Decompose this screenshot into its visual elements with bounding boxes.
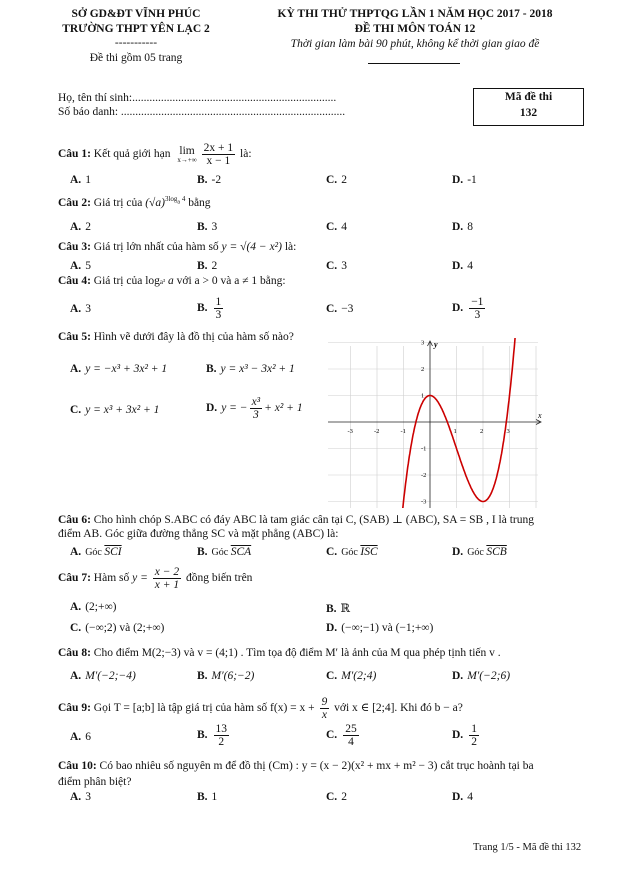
q6-option-b[interactable]: B. Góc $\overline{SCA}$ bbox=[197, 546, 252, 558]
q2-option-a[interactable]: A. 2 bbox=[70, 221, 91, 233]
q2-option-d[interactable]: D. 8 bbox=[452, 221, 473, 233]
question-1 bbox=[58, 142, 252, 167]
x-tick-label: 2 bbox=[480, 428, 484, 435]
q7-option-a[interactable]: A. (2;+∞) bbox=[70, 601, 117, 613]
exam-code-label: Mã đề thi bbox=[504, 91, 553, 103]
q9-option-c[interactable]: C. $\frac{25}{4}$ bbox=[326, 723, 357, 749]
question-10-cont: điểm phân biệt? bbox=[58, 776, 132, 788]
limit-fraction bbox=[202, 142, 236, 167]
question-label: Câu 10: bbox=[58, 760, 97, 772]
q7-option-d[interactable]: D. (−∞;−1) và (−1;+∞) bbox=[326, 622, 434, 634]
question-text: Gọi T = [a;b] là tập giá trị của hàm số f(x) = x + bbox=[93, 702, 315, 715]
header-dashes: ----------- bbox=[114, 37, 158, 49]
q6-option-a[interactable]: A. Góc $\overline{SCI}$ bbox=[70, 546, 122, 558]
q4-option-a[interactable]: A. 3 bbox=[70, 303, 91, 315]
x-tick-label: -1 bbox=[400, 428, 406, 435]
question-6-cont: điểm AB. Góc giữa đường thẳng SC và mặt phẳng (ABC) là: bbox=[58, 528, 339, 540]
q8-option-b[interactable]: B. M′(6;−2) bbox=[197, 670, 255, 682]
x-tick-label: -2 bbox=[374, 428, 380, 435]
question-5 bbox=[58, 331, 294, 343]
q10-option-b[interactable]: B. 1 bbox=[197, 791, 218, 803]
q4-option-b[interactable]: B. $\frac{1}{3}$ bbox=[197, 296, 222, 322]
x-tick-label: 3 bbox=[506, 428, 510, 435]
q5-option-b[interactable]: B. y = x³ − 3x² + 1 bbox=[206, 363, 295, 375]
question-expression: (√a) bbox=[145, 196, 165, 209]
department: SỞ GD&ĐT VĨNH PHÚC bbox=[71, 8, 201, 20]
question-text: Cho hình chóp S.ABC có đáy ABC là tam giác cân tại C, (SAB) ⊥ (ABC), SA = SB , I là trung bbox=[93, 514, 535, 526]
question-9 bbox=[58, 696, 463, 721]
header-rule bbox=[368, 63, 460, 64]
y-tick-label: 2 bbox=[421, 366, 425, 373]
question-tail: là: bbox=[284, 241, 297, 253]
question-4 bbox=[58, 275, 286, 287]
y-tick-label: -2 bbox=[421, 472, 427, 479]
question-text: Giá trị lớn nhất của hàm số bbox=[93, 241, 219, 253]
exam-code-value: 132 bbox=[519, 107, 538, 119]
question-text: Giá trị của bbox=[93, 196, 143, 209]
question-8 bbox=[58, 647, 501, 659]
question-label: Câu 8: bbox=[58, 647, 91, 659]
question-text: Giá trị của bbox=[93, 275, 143, 287]
exam-code-box bbox=[473, 88, 584, 126]
q7-option-b[interactable]: B. ℝ bbox=[326, 603, 351, 615]
x-tick-label: -3 bbox=[347, 428, 353, 435]
q5-option-a[interactable]: A. y = −x³ + 3x² + 1 bbox=[70, 363, 168, 375]
question-label: Câu 3: bbox=[58, 241, 91, 253]
candidate-id: Số báo danh: .............................................................................. bbox=[58, 106, 346, 118]
q8-option-c[interactable]: C. M′(2;4) bbox=[326, 670, 377, 682]
question-tail: đồng biến trên bbox=[186, 572, 253, 585]
limit bbox=[177, 145, 196, 164]
x-axis-label: x bbox=[538, 411, 542, 420]
q9-option-a[interactable]: A. 6 bbox=[70, 731, 91, 743]
q6-option-c[interactable]: C. Góc $\overline{ISC}$ bbox=[326, 546, 378, 558]
question-label: Câu 9: bbox=[58, 702, 91, 715]
time-limit: Thời gian làm bài 90 phút, không kể thời gian giao đề bbox=[290, 38, 540, 50]
question-label: Câu 2: bbox=[58, 196, 91, 209]
question-6 bbox=[58, 512, 534, 526]
exponent-arg: 4 bbox=[180, 195, 186, 203]
q1-option-d[interactable]: D. -1 bbox=[452, 174, 477, 186]
y-tick-label: -3 bbox=[421, 498, 427, 506]
q1-option-a[interactable]: A. 1 bbox=[70, 174, 91, 186]
log-word: log bbox=[145, 275, 160, 287]
question-2 bbox=[58, 195, 211, 209]
q9-option-b[interactable]: B. $\frac{13}{2}$ bbox=[197, 723, 228, 749]
question-label: Câu 7: bbox=[58, 572, 91, 585]
axes bbox=[328, 341, 541, 508]
y-tick-label: 1 bbox=[421, 392, 425, 400]
denominator: x − 1 bbox=[206, 155, 231, 168]
question-label: Câu 5: bbox=[58, 331, 91, 343]
q10-option-d[interactable]: D. 4 bbox=[452, 791, 473, 803]
function-lhs: y = bbox=[132, 572, 148, 585]
limit-sub: x→+∞ bbox=[177, 155, 197, 164]
numerator: 2x + 1 bbox=[203, 142, 234, 154]
q8-option-d[interactable]: D. M′(−2;6) bbox=[452, 670, 511, 682]
q7-option-c[interactable]: C. (−∞;2) và (2;+∞) bbox=[70, 622, 165, 634]
limit-word: lim bbox=[179, 144, 195, 157]
q10-option-a[interactable]: A. 3 bbox=[70, 791, 91, 803]
log-base: a³ bbox=[159, 278, 166, 286]
question-7 bbox=[58, 566, 252, 591]
question-10 bbox=[58, 760, 534, 772]
q2-option-c[interactable]: C. 4 bbox=[326, 221, 347, 233]
question-tail: bằng bbox=[188, 196, 211, 209]
candidate-name: Họ, tên thí sinh:....................................................................... bbox=[58, 92, 337, 104]
tick-labels bbox=[348, 340, 510, 506]
question-label: Câu 4: bbox=[58, 275, 91, 287]
question-tail: với a > 0 và a ≠ 1 bằng: bbox=[176, 275, 286, 287]
q9-option-d[interactable]: D. $\frac{1}{2}$ bbox=[452, 723, 477, 749]
q3-option-b[interactable]: B. 2 bbox=[197, 260, 218, 272]
log-arg: a bbox=[165, 275, 174, 287]
q4-option-d[interactable]: D. $\frac{-1}{3}$ bbox=[452, 296, 484, 322]
exponent: 3log bbox=[164, 195, 178, 203]
function-graph bbox=[328, 338, 544, 508]
question-text: Cho điểm M(2;−3) và v = (4;1) . Tìm tọa độ điểm M′ là ảnh của M qua phép tịnh tiến v . bbox=[93, 647, 501, 659]
q3-option-c[interactable]: C. 3 bbox=[326, 260, 347, 272]
question-text: Hàm số bbox=[93, 572, 130, 585]
q2-option-b[interactable]: B. 3 bbox=[197, 221, 218, 233]
school-name: TRƯỜNG THPT YÊN LẠC 2 bbox=[62, 23, 210, 35]
function-fraction: $\frac{9}{x}$ bbox=[321, 696, 328, 722]
question-label: Câu 1: bbox=[58, 148, 91, 161]
q5-option-d[interactable]: D. y = − $\frac{\text{x³}}{3}$ + x² + 1 bbox=[206, 396, 303, 422]
q8-option-a[interactable]: A. M′(−2;−4) bbox=[70, 670, 136, 682]
q3-option-d[interactable]: D. 4 bbox=[452, 260, 473, 272]
question-text: Kết quả giới hạn bbox=[93, 148, 171, 161]
exam-title: KỲ THI THỬ THPTQG LẦN 1 NĂM HỌC 2017 - 2018 bbox=[277, 8, 553, 20]
question-tail: với x ∈ [2;4]. Khi đó b − a? bbox=[334, 702, 463, 715]
y-tick-label: -1 bbox=[421, 445, 427, 453]
question-3 bbox=[58, 241, 296, 253]
q4-option-c[interactable]: C. −3 bbox=[326, 303, 354, 315]
function-fraction: $\frac{x - 2}{x + 1}$ bbox=[154, 566, 180, 592]
question-text: Hình vẽ dưới đây là đồ thị của hàm số nào? bbox=[93, 331, 294, 343]
question-expression: y = √(4 − x²) bbox=[221, 241, 282, 253]
question-text: Có bao nhiêu số nguyên m để đồ thị (Cm) : y = (x − 2)(x² + mx + m² − 3) cắt trục hoành tại ba bbox=[99, 760, 534, 772]
q1-option-c[interactable]: C. 2 bbox=[326, 174, 347, 186]
y-axis-label: y bbox=[434, 340, 438, 349]
function-curve bbox=[401, 338, 517, 508]
y-tick-label: 3 bbox=[421, 339, 425, 347]
q3-option-a[interactable]: A. 5 bbox=[70, 260, 91, 272]
exponent-base: a bbox=[177, 199, 181, 206]
q10-option-c[interactable]: C. 2 bbox=[326, 791, 347, 803]
question-tail: là: bbox=[240, 148, 252, 161]
q5-option-c[interactable]: C. y = x³ + 3x² + 1 bbox=[70, 404, 160, 416]
q1-option-b[interactable]: B. -2 bbox=[197, 174, 222, 186]
q6-option-d[interactable]: D. Góc $\overline{SCB}$ bbox=[452, 546, 507, 558]
page-footer: Trang 1/5 - Mã đề thi 132 bbox=[473, 842, 582, 853]
x-tick-label: 1 bbox=[453, 428, 457, 435]
question-label: Câu 6: bbox=[58, 514, 91, 526]
page-count: Đề thi gồm 05 trang bbox=[89, 52, 183, 64]
subject-title: ĐỀ THI MÔN TOÁN 12 bbox=[354, 23, 476, 35]
